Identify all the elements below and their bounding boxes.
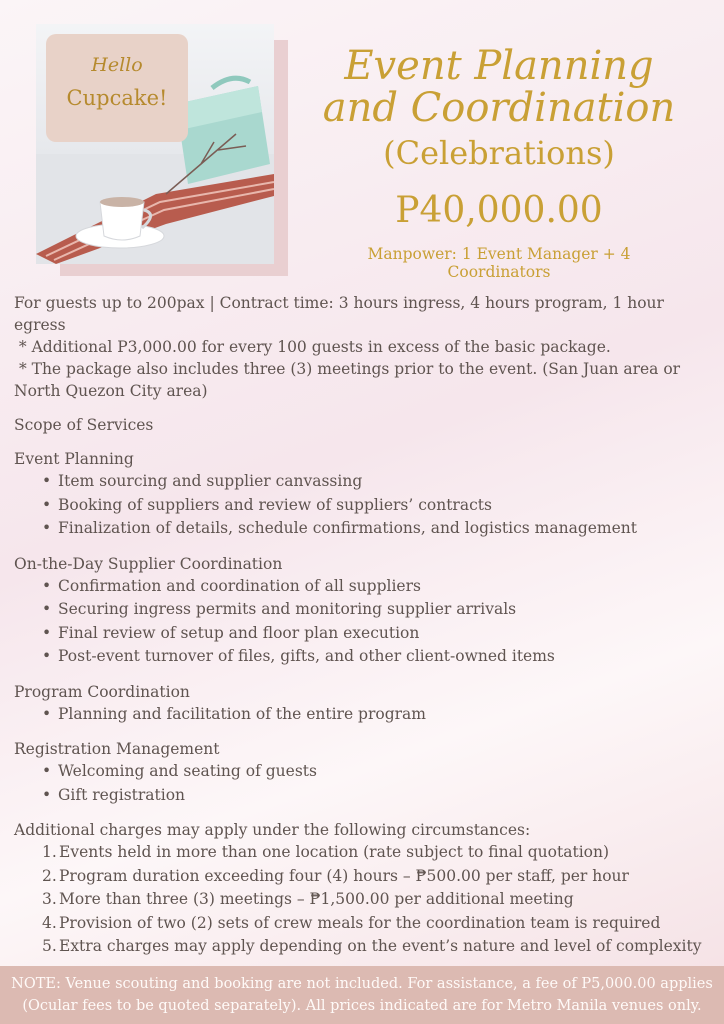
section-heading: Program Coordination: [14, 682, 190, 701]
product-photo: [36, 24, 274, 264]
registration-management-list: [14, 760, 714, 807]
list-item: • Item sourcing and supplier canvassing: [42, 470, 714, 494]
item-text: Events held in more than one location (rate subject to final quotation): [59, 843, 610, 861]
list-item: [42, 841, 714, 865]
list-item: • Booking of suppliers and review of suppliers’ contracts: [42, 494, 714, 518]
item-text: Provision of two (2) sets of crew meals for the coordination team is required: [59, 913, 661, 932]
list-item: • Final review of setup and floor plan execution: [42, 622, 714, 646]
item-number: 5.: [42, 937, 57, 955]
hello-cupcake-card: [46, 34, 188, 142]
item-number: 1.: [42, 843, 57, 861]
manpower-line: Manpower: 1 Event Manager + 4 Coordinators: [367, 245, 631, 281]
package-price: P40,000.00: [395, 190, 603, 231]
list-item: • Welcoming and seating of guests: [42, 760, 714, 784]
additional-charges-heading: Additional charges may apply under the following circumstances:: [14, 821, 531, 839]
list-item: • Planning and facilitation of the entire program: [42, 703, 714, 727]
scope-heading: Scope of Services: [14, 416, 154, 434]
item-number: 4.: [42, 913, 57, 932]
note-banner: [0, 966, 724, 1024]
item-text: Extra charges may apply depending on the event’s nature and level of complexity: [59, 937, 702, 955]
package-details: [14, 292, 714, 959]
title-line-1: Event Planning: [344, 43, 654, 89]
supplier-coordination-list: [14, 575, 714, 669]
list-item: • Securing ingress permits and monitoring supplier arrivals: [42, 598, 714, 622]
program-coordination-list: [14, 703, 714, 727]
list-item: [42, 865, 714, 889]
title-block: [318, 45, 680, 281]
list-item: • Gift registration: [42, 784, 714, 808]
intro-line-3: * The package also includes three (3) meetings prior to the event. (San Juan area or North Quezon City area): [14, 360, 686, 400]
section-heading: Event Planning: [14, 450, 134, 468]
title-line-3: (Celebrations): [383, 134, 615, 172]
event-planning-list: [14, 470, 714, 541]
item-number: 3.: [42, 890, 57, 908]
item-text: Program duration exceeding four (4) hours – ₱500.00 per staff, per hour: [59, 866, 629, 885]
section-heading: On-the-Day Supplier Coordination: [14, 554, 283, 573]
intro-line-2: * Additional P3,000.00 for every 100 guests in excess of the basic package.: [14, 338, 611, 356]
card-cupcake-text: Cupcake!: [66, 86, 168, 110]
item-number: 2.: [42, 866, 57, 885]
intro-line-1: For guests up to 200pax | Contract time: 3 hours ingress, 4 hours program, 1 hour egress: [14, 294, 664, 334]
list-item: • Post-event turnover of files, gifts, and other client-owned items: [42, 645, 714, 669]
note-line-2: (Ocular fees to be quoted separately). All prices indicated are for Metro Manila venues only.: [22, 998, 702, 1014]
card-hello-text: Hello: [91, 54, 143, 76]
list-item: [42, 935, 714, 959]
title-line-2: and Coordination: [322, 85, 676, 131]
section-heading: Registration Management: [14, 740, 220, 758]
list-item: • Finalization of details, schedule confirmations, and logistics management: [42, 517, 714, 541]
note-line-1: NOTE: Venue scouting and booking are not included. For assistance, a fee of P5,000.00 applies: [11, 976, 713, 992]
list-item: • Confirmation and coordination of all suppliers: [42, 575, 714, 599]
additional-charges-list: [14, 841, 714, 959]
list-item: [42, 912, 714, 936]
item-text: More than three (3) meetings – ₱1,500.00 per additional meeting: [59, 890, 574, 908]
list-item: [42, 888, 714, 912]
